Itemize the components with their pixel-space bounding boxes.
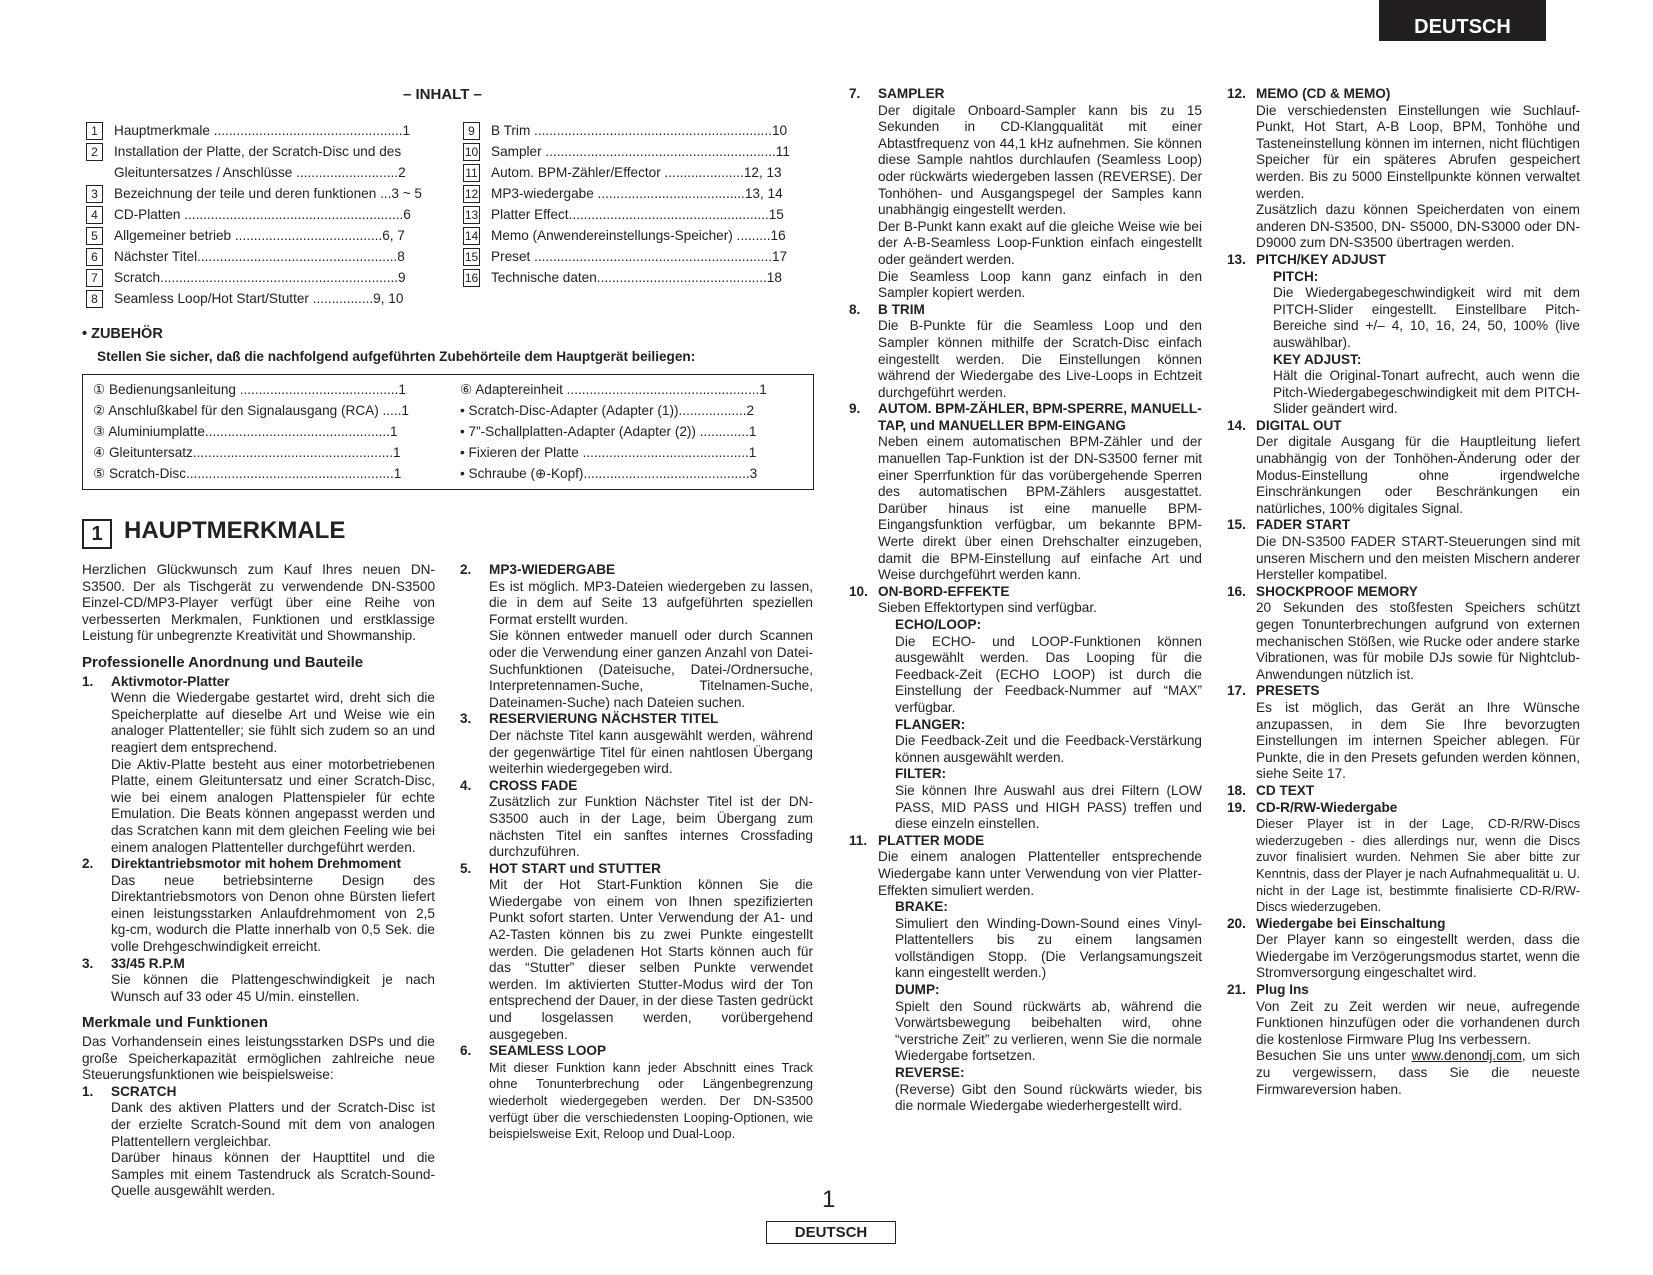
feature-title: B TRIM [878, 301, 925, 317]
feature-title: Aktivmotor-Platter [111, 673, 230, 689]
pitch-label: PITCH: [1273, 268, 1319, 284]
accessory-item: ② Anschlußkabel für den Signalausgang (RCA) .....1 [93, 403, 409, 418]
page-number: 1 [822, 1186, 836, 1213]
feature-item-seamless: 6. SEAMLESS LOOP Mit dieser Funktion kann jeder Abschnitt eines Track ohne Tonunterbrechung oder Längenbegrenzung wiederholt wiedergegeben werden. Der DN-S3500 verfügt über die verschiedensten Looping-Optionen, wie beispielsweise Exit, Reloop und Dual-Loop. [460, 1043, 813, 1142]
feature-item-memo: 12. MEMO (CD & MEMO) Die verschiedensten Einstellungen wie Suchlauf-Punkt, Hot Start, A-B Loop, BPM, Tonhöhe und Tasteneinstellung können im internen, nicht flüchtigen Speicher für ein späteres Abrufen gespeichert werden. Bis zu 5000 Einstellpunkte können verwaltet werden. Zusätzlich dazu können Speicherdaten von einem anderen DN-S3500, DN- S5000, DN-S3000 oder DN-D9000 zum DN-S3500 übertragen werden. [1227, 86, 1580, 251]
feature-title: HOT START und STUTTER [489, 860, 661, 876]
website-link[interactable]: www.denondj.com [1411, 1048, 1522, 1064]
feature-item-btrim: 8. B TRIM Die B-Punkte für die Seamless Loop und den Sampler können mithilfe der Scratch-Disc einfach eingestellt werden. Die Einstellungen können während der Wiedergabe des Live-Loops in Echtzeit durchgeführt werden. [849, 301, 1202, 400]
feature-text: Neben einem automatischen BPM-Zähler und der manuellen Tap-Funktion ist der DN-S3500 ferner mit einer Sperrfunktion für das vorübergehende Sperren des automatischen BPM-Zählers ausgestattet. Darüber hinaus ist eine manuelle BPM-Eingangsfunktion verfügbar, um bekannte BPM-Werte direkt über einen Drehschalter einzugeben, damit die BPM-Einstellung auf einfache Art und Weise durchgeführt werden kann. [878, 434, 1202, 583]
feature-item-fader-start: 15. FADER START Die DN-S3500 FADER START-Steuerungen sind mit unseren Mischern und den meisten Mischern anderer Hersteller kompatibel. [1227, 517, 1580, 583]
accessories-subtitle: Stellen Sie sicher, daß die nachfolgend aufgeführten Zubehörteile dem Hauptgerät beiliegen: [97, 349, 696, 364]
column-3 [849, 86, 1202, 1115]
mode-text: (Reverse) Gibt den Sound rückwärts wieder, bis die normale Wiedergabe wiederhergestellt wird. [895, 1081, 1202, 1114]
feature-title: ON-BORD-EFFEKTE [878, 583, 1010, 599]
feature-item-cd-text: 18. CD TEXT [1227, 783, 1580, 800]
feature-title: RESERVIERUNG NÄCHSTER TITEL [489, 711, 719, 727]
feature-text: Der nächste Titel kann ausgewählt werden, während der gegenwärtige Titel für einen nahtlosen Übergang weiterhin wiedergegeben wird. [489, 727, 813, 777]
toc-entry-label: Installation der Platte, der Scratch-Disc und des [114, 144, 402, 159]
effect-label: ECHO/LOOP: [895, 617, 982, 632]
feature-text: Zusätzlich dazu können Speicherdaten von einem anderen DN-S3500, DN- S5000, DN-S3000 oder DN-D9000 zum DN-S3500 übertragen werden. [1256, 202, 1580, 251]
toc-number-box: 14 [464, 229, 479, 243]
feature-text: Sie können die Plattengeschwindigkeit je nach Wunsch auf 33 oder 45 U/min. einstellen. [111, 972, 435, 1004]
feature-item-crossfade: 4. CROSS FADE Zusätzlich zur Funktion Nächster Titel ist der DN-S3500 auch in der Lage, beim Übergang zum nächsten Titel ein sanftes internes Crossfading durchzuführen. [460, 777, 813, 860]
toc-entry-label: CD-Platten ..........................................................6 [114, 207, 411, 222]
feature-item-cdrw: 19. CD-R/RW-Wiedergabe Dieser Player ist in der Lage, CD-R/RW-Discs wiederzugeben - dies allerdings nur, wenn die Discs zuvor finalisiert wurden. Nehmen Sie aber bitte zur Kenntnis, dass der Player je nach Aufnahmequalität u. U. nicht in der Lage ist, bestimmte finalisierte CD-R/RW-Discs wiederzugeben. [1227, 799, 1580, 915]
accessories-title: • ZUBEHÖR [82, 326, 163, 342]
mode-label: REVERSE: [895, 1065, 965, 1081]
toc-entry [86, 183, 433, 204]
accessory-item: ③ Aluminiumplatte.................................................1 [93, 424, 398, 439]
feature-text: Es ist möglich. MP3-Dateien wiedergeben zu lassen, die in dem auf Seite 13 aufgeführten speziellen Format erstellt wurden. [489, 578, 813, 627]
toc-entry-label: Gleituntersatzes / Anschlüsse ...........................2 [114, 165, 406, 180]
toc-entry [463, 246, 810, 267]
mode-label: BRAKE: [895, 899, 948, 915]
toc-entry [463, 225, 810, 246]
feature-text: Die B-Punkte für die Seamless Loop und den Sampler können mithilfe der Scratch-Disc einfach eingestellt werden. Die Einstellungen können während der Wiedergabe des Live-Loops in Echtzeit durchgeführt werden. [878, 318, 1202, 400]
accessory-item: • Fixieren der Platte ............................................1 [460, 445, 757, 460]
toc-entry-label: Autom. BPM-Zähler/Effector .....................12, 13 [491, 165, 782, 180]
mode-label: DUMP: [895, 982, 940, 998]
feature-text: Sie können entweder manuell oder durch Scannen oder die Verwendung einer ganzen Anzahl von Datei-Suchfunktionen (Dateisuche, Datei-/Ordnersuche, Interpretennamen-Suche, Titelnamen-Suche, Dateinamen-Suche) nach Dateien suchen. [489, 628, 813, 710]
toc-number-box: 8 [86, 290, 103, 308]
features-intro: Das Vorhandensein eines leistungsstarken DSPs und die große Speicherkapazität ermöglichen zahlreiche neue Steuerungsfunktionen wie beispielsweise: [82, 1034, 435, 1083]
feature-text: Mit dieser Funktion kann jeder Abschnitt eines Track ohne Tonunterbrechung oder Längenbegrenzung wiederholt wiedergegeben werden. Der DN-S3500 verfügt über die verschiedensten Looping-Optionen, wie beispielsweise Exit, Reloop und Dual-Loop. [489, 1059, 813, 1142]
feature-text: Die Aktiv-Platte besteht aus einer motorbetriebenen Platte, einem Gleituntersatz und einer Scratch-Disc, wie bei einem analogen Plattenspieler für echte Emulation. Die Beats können angepasst werden und das Scratchen kann mit dem gleichen Feeling wie bei einem analogen Plattenteller durchgeführt werden. [111, 756, 435, 855]
accessories-box [82, 374, 814, 490]
accessory-item: ① Bedienungsanleitung ..........................................1 [93, 382, 406, 397]
toc-entry [463, 162, 810, 183]
toc-entry-label: Memo (Anwendereinstellungs-Speicher) .........16 [491, 228, 786, 243]
feature-text: 20 Sekunden des stoßfesten Speichers schützt gegen Tonunterbrechungen aufgrund von externen mechanischen Stößen, wie Rucke oder andere starke Vibrationen, was für mobile DJs sowie für Nightclub-Anwendungen nützlich ist. [1256, 600, 1580, 682]
key-text: Hält die Original-Tonart aufrecht, auch wenn die Pitch-Wiedergabegeschwindigkeit mit dem PITCH-Slider geändert wird. [1273, 368, 1580, 417]
text-fragment: , um sich zu vergewissern, dass Sie die neueste Firmwareversion haben. [1256, 1048, 1580, 1097]
feature-item-scratch: 1. SCRATCH Dank des aktiven Platters und der Scratch-Disc ist der erzielte Scratch-Sound mit dem von analogen Plattentellern vergleichbar. Darüber hinaus können der Haupttitel und die Samples mit einem Tastendruck als Scratch-Sound-Quelle ausgewählt werden. [82, 1083, 435, 1199]
column-4 [1227, 86, 1580, 1098]
feature-text: Der digitale Onboard-Sampler kann bis zu 15 Sekunden in CD-Klangqualität mit einer Abtastfrequenz von 44,1 kHz aufnehmen. Sie können diese Sample nahtlos durchlaufen (Seamless Loop) oder rückwärts wiedergeben lassen (REVERSE). Der Tonhöhen- und Ausgangspegel der Samples kann unabhängig eingestellt werden. [878, 102, 1202, 218]
accessory-item: ④ Gleituntersatz.....................................................1 [93, 445, 401, 460]
toc-number-box: 9 [463, 122, 480, 140]
toc-number-box: 12 [464, 187, 479, 201]
toc-number-box: 5 [86, 227, 103, 245]
feature-title: CD-R/RW-Wiedergabe [1256, 799, 1398, 815]
feature-item-digital-out: 14. DIGITAL OUT Der digitale Ausgang für die Hauptleitung liefert unabhängig von der Tonhöhen-Änderung oder der Modus-Einstellung ohne irgendwelche Einschränkungen oder Beschränkungen ein natürliches, 100% digitales Signal. [1227, 417, 1580, 516]
toc-title: – INHALT – [403, 86, 482, 103]
subheading-features: Merkmale und Funktionen [82, 1014, 268, 1032]
feature-text: Von Zeit zu Zeit werden wir neue, aufregende Funktionen hinzufügen oder die vorhandenen durch die kostenlose Firmware Plug Ins verbessern. [1256, 998, 1580, 1047]
feature-title: PLATTER MODE [878, 832, 985, 848]
toc-number-box: 3 [86, 185, 103, 203]
feature-item-3: 3. 33/45 R.P.M Sie können die Plattengeschwindigkeit je nach Wunsch auf 33 oder 45 U/min. einstellen. [82, 955, 435, 1004]
feature-text: Die verschiedensten Einstellungen wie Suchlauf-Punkt, Hot Start, A-B Loop, BPM, Tonhöhe und Tasteneinstellung können im internen, nicht flüchtigen Speicher für ein späteres Abrufen gespeichert werden. Bis zu 5000 Einstellpunkte können verwaltet werden. [1256, 102, 1580, 201]
effect-label: FILTER: [895, 766, 947, 782]
toc-entry [86, 162, 433, 183]
feature-text: Das neue betriebsinterne Design des Direktantriebsmotors von Denon ohne Bürsten liefert einen leistungsstarken Anlaufdrehmoment von 2,5 kg-cm, wodurch die Platte innerhalb von 0,5 Sek. die volle Drehgeschwindigkeit erreicht. [111, 872, 435, 955]
feature-text: Zusätzlich zur Funktion Nächster Titel ist der DN-S3500 auch in der Lage, beim Übergang zum nächsten Titel ein sanftes internes Crossfading durchzuführen. [489, 794, 813, 860]
feature-title: PITCH/KEY ADJUST [1256, 251, 1386, 267]
feature-text: Sieben Effektortypen sind verfügbar. [878, 600, 1097, 616]
toc-entry-label: MP3-wiedergabe .......................................13, 14 [491, 186, 783, 201]
feature-title: MP3-WIEDERGABE [489, 562, 616, 577]
feature-text: Darüber hinaus können der Haupttitel und die Samples mit einem Tastendruck als Scratch-Sound-Quelle ausgewählt werden. [111, 1150, 435, 1199]
accessory-item: • 7”-Schallplatten-Adapter (Adapter (2)) .............1 [460, 424, 757, 439]
feature-title: FADER START [1256, 517, 1351, 533]
feature-title: SAMPLER [878, 86, 945, 101]
toc-entry [86, 267, 433, 288]
toc-number-box: 2 [86, 143, 103, 161]
toc-entry-label: Technische daten.............................................18 [491, 270, 782, 285]
feature-title: Plug Ins [1256, 982, 1309, 998]
feature-item-pitch: 13. PITCH/KEY ADJUST PITCH: Die Wiedergabegeschwindigkeit wird mit dem PITCH-Slider eingestellt. Einstellbare Pitch-Bereiche sind +/– 4, 10, 16, 24, 50, 100% (live auswählbar). KEY ADJUST: Hält die Original-Tonart aufrecht, auch wenn die Pitch-Wiedergabegeschwindigkeit mit dem PITCH-Slider geändert wird. [1227, 251, 1580, 417]
mode-text: Spielt den Sound rückwärts ab, während die Vorwärtsbewegung beibehalten wird, ohne “verstriche Zeit” zu verlieren, wenn Sie die normale Wiedergabe fortsetzen. [895, 998, 1202, 1064]
toc-entry [463, 120, 810, 141]
toc-number-box: 16 [464, 271, 479, 285]
toc-right-column [463, 120, 810, 288]
accessory-item: • Schraube (⊕-Kopf)............................................3 [460, 466, 758, 481]
feature-text: Die einem analogen Plattenteller entsprechende Wiedergabe kann unter Verwendung von vier Platter-Effekten simuliert werden. [878, 849, 1202, 898]
toc-entry-label: B Trim ...............................................................10 [491, 123, 788, 138]
column-1 [82, 562, 435, 1200]
toc-entry-label: Seamless Loop/Hot Start/Stutter ................9, 10 [114, 291, 404, 306]
mode-text: Simuliert den Winding-Down-Sound eines Vinyl-Plattentellers bis zu einem langsamen vollständigen Stopp. (Die Verlangsamungszeit kann eingestellt werden.) [895, 915, 1202, 981]
toc-number-box: 13 [464, 208, 479, 222]
feature-text: Die Seamless Loop kann ganz einfach in den Sampler kopiert werden. [878, 268, 1202, 301]
accessory-item: ⑤ Scratch-Disc.......................................................1 [93, 466, 402, 481]
feature-item-platter: 11. PLATTER MODE Die einem analogen Plattenteller entsprechende Wiedergabe kann unter Verwendung von vier Platter-Effekten simuliert werden. BRAKE: Simuliert den Winding-Down-Sound eines Vinyl-Plattentellers bis zu einem langsamen vollständigen Stopp. (Die Verlangsamungszeit kann eingestellt werden.) DUMP: Spielt den Sound rückwärts ab, während die Vorwärtsbewegung beibehalten wird, ohne “verstriche Zeit” zu verlieren, wenn Sie die normale Wiedergabe fortsetzen. REVERSE: (Reverse) Gibt den Sound rückwärts wieder, bis die normale Wiedergabe wiederhergestellt wird. [849, 832, 1202, 1114]
feature-item-sampler: 7. SAMPLER Der digitale Onboard-Sampler kann bis zu 15 Sekunden in CD-Klangqualität mit einer Abtastfrequenz von 44,1 kHz aufnehmen. Sie können diese Sample nahtlos durchlaufen (Seamless Loop) oder rückwärts wiedergeben lassen (REVERSE). Der Tonhöhen- und Ausgangspegel der Samples kann unabhängig eingestellt werden. Der B-Punkt kann exakt auf die gleiche Weise wie bei der A-B-Seamless Loop-Funktion einfach eingestellt oder geändert werden. Die Seamless Loop kann ganz einfach in den Sampler kopiert werden. [849, 86, 1202, 301]
toc-number-box: 15 [464, 250, 479, 264]
feature-item-effects: 10. ON-BORD-EFFEKTE Sieben Effektortypen sind verfügbar. ECHO/LOOP: Die ECHO- und LOOP-Funktionen können ausgewählt werden. Das Looping für die Feedback-Zeit (ECHO LOOP) ist durch die Einstellung der Feedback-Nummer auf “MAX” verfügbar. FLANGER: Die Feedback-Zeit und die Feedback-Verstärkung können ausgewählt werden. FILTER: Sie können Ihre Auswahl aus drei Filtern (LOW PASS, MID PASS und HIGH PASS) treffen und diese einzeln einstellen. [849, 583, 1202, 832]
column-2 [460, 562, 813, 1143]
section-title: HAUPTMERKMALE [124, 517, 346, 544]
feature-item-plugins: 21. Plug Ins Von Zeit zu Zeit werden wir neue, aufregende Funktionen hinzufügen oder die vorhandenen durch die kostenlose Firmware Plug Ins verbessern. Besuchen Sie uns unter www.denondj.com, um sich zu vergewissern, dass Sie die neueste Firmwareversion haben. [1227, 982, 1580, 1097]
feature-title: CROSS FADE [489, 777, 578, 793]
toc-entry [463, 267, 810, 288]
key-label: KEY ADJUST: [1273, 351, 1362, 367]
feature-text: Dieser Player ist in der Lage, CD-R/RW-Discs wiederzugeben - dies allerdings nur, wenn die Discs zuvor finalisiert wurden. Nehmen Sie aber bitte zur Kenntnis, dass der Player je nach Aufnahmequalität u. U. nicht in der Lage ist, bestimmte finalisierte CD-R/RW-Discs wiederzugeben. [1256, 816, 1580, 915]
feature-text [1256, 1048, 1580, 1098]
feature-text: Dank des aktiven Platters und der Scratch-Disc ist der erzielte Scratch-Sound mit dem von analogen Plattentellern vergleichbar. [111, 1100, 435, 1149]
toc-entry [86, 288, 433, 309]
feature-item-reserve: 3. RESERVIERUNG NÄCHSTER TITEL Der nächste Titel kann ausgewählt werden, während der gegenwärtige Titel für einen nahtlosen Übergang weiterhin wiedergegeben wird. [460, 711, 813, 777]
accessory-item: ⑥ Adaptereinheit ...................................................1 [460, 382, 767, 397]
toc-entry [86, 246, 433, 267]
feature-text: Die DN-S3500 FADER START-Steuerungen sind mit unseren Mischern und den meisten Mischern anderer Hersteller kompatibel. [1256, 534, 1580, 583]
feature-item-1: 1. Aktivmotor-Platter Wenn die Wiedergabe gestartet wird, dreht sich die Speicherplatte auf dieselbe Art und Weise wie ein analoger Plattenteller; sie fühlt sich zudem so an und reagiert dem entsprechend. Die Aktiv-Platte besteht aus einer motorbetriebenen Platte, einem Gleituntersatz und einer Scratch-Disc, wie bei einem analogen Plattenspieler für echte Emulation. Die Beats können angepasst werden und das Scratchen kann mit dem gleichen Feeling wie bei einem analogen Plattenteller durchgeführt werden. [82, 673, 435, 855]
toc-entry-label: Allgemeiner betrieb .......................................6, 7 [114, 228, 405, 243]
toc-entry [86, 141, 433, 162]
feature-item-hotstart: 5. HOT START und STUTTER Mit der Hot Start-Funktion können Sie die Wiedergabe von einem von Ihnen spezifizierten Punkt sofort starten. Unter Verwendung der A1- und A2-Tasten können bis zu zwei Punkte eingestellt werden. Die geladenen Hot Starts können auch für das “Stutter” dieser selben Punkte verwendet werden. Im aktivierten Stutter-Modus wird der Ton entsprechend der Dauer, in der diese Tasten gedrückt und losgelassen werden, vorübergehend ausgegeben. [460, 860, 813, 1042]
effect-text: Die Feedback-Zeit und die Feedback-Verstärkung können ausgewählt werden. [895, 733, 1202, 765]
feature-text: Mit der Hot Start-Funktion können Sie die Wiedergabe von einem von Ihnen spezifizierten Punkt sofort starten. Unter Verwendung der A1- und A2-Tasten können bis zu zwei Punkte eingestellt werden. Die geladenen Hot Starts können auch für das “Stutter” dieser selben Punkte verwendet werden. Im aktivierten Stutter-Modus wird der Ton entsprechend der Dauer, in der diese Tasten gedrückt und losgelassen werden, vorübergehend ausgegeben. [489, 877, 813, 1042]
effect-text: Die ECHO- und LOOP-Funktionen können ausgewählt werden. Das Looping für die Feedback-Zeit (ECHO LOOP) ist durch die Einstellung der Feedback-Nummer auf “MAX” verfügbar. [895, 633, 1202, 715]
feature-item-mp3: 2. MP3-WIEDERGABE Es ist möglich. MP3-Dateien wiedergeben zu lassen, die in dem auf Seite 13 aufgeführten speziellen Format erstellt wurden. Sie können entweder manuell oder durch Scannen oder die Verwendung einer ganzen Anzahl von Datei-Suchfunktionen (Dateisuche, Datei-/Ordnersuche, Interpretennamen-Suche, Titelnamen-Suche, Dateinamen-Suche) nach Dateien suchen. [460, 562, 813, 710]
toc-entry-label: Preset ...............................................................17 [491, 249, 788, 264]
toc-entry-label: Bezeichnung der teile und deren funktionen ...3 ~ 5 [114, 186, 422, 201]
accessory-item: • Scratch-Disc-Adapter (Adapter (1))..................2 [460, 403, 755, 418]
section-number-box: 1 [82, 519, 112, 549]
toc-left-column [86, 120, 433, 309]
toc-entry [463, 183, 810, 204]
feature-text: Der B-Punkt kann exakt auf die gleiche Weise wie bei der A-B-Seamless Loop-Funktion einfach eingestellt oder geändert werden. [878, 218, 1202, 267]
toc-number-box: 4 [86, 206, 103, 224]
toc-entry-label: Sampler .............................................................11 [491, 144, 790, 159]
feature-title: Wiedergabe bei Einschaltung [1256, 915, 1446, 931]
footer-language-label: DEUTSCH [766, 1221, 896, 1244]
toc-entry-label: Scratch...............................................................9 [114, 270, 406, 285]
toc-entry-label: Platter Effect.....................................................15 [491, 207, 784, 222]
feature-title: MEMO (CD & MEMO) [1256, 86, 1391, 101]
accessories-left-column [93, 379, 433, 484]
toc-entry-label: Hauptmerkmale ..................................................1 [114, 123, 411, 138]
effect-label: FLANGER: [895, 716, 966, 732]
toc-entry [463, 141, 810, 162]
toc-number-box: 1 [86, 122, 103, 140]
feature-title: PRESETS [1256, 683, 1320, 699]
feature-text: Es ist möglich, das Gerät an Ihre Wünsche anzupassen, in dem Sie Ihre bevorzugten Einstellungen im internen Speicher ablegen. Für Punkte, die in den Presets gefunden werden können, siehe Seite 17. [1256, 699, 1580, 782]
toc-number-box: 6 [86, 248, 103, 266]
toc-entry [86, 120, 433, 141]
accessories-right-column [460, 379, 805, 484]
feature-text: Wenn die Wiedergabe gestartet wird, dreht sich die Speicherplatte auf dieselbe Art und Weise wie ein analoger Plattenteller; sie fühlt sich zudem so an und reagiert dem entsprechend. [111, 690, 435, 755]
toc-entry [463, 204, 810, 225]
feature-text: Der Player kann so eingestellt werden, dass die Wiedergabe im Verzögerungsmodus startet, wenn die Stromversorgung eingeschaltet wird. [1256, 932, 1580, 981]
feature-title: Direktantriebsmotor mit hohem Drehmoment [111, 856, 402, 872]
language-tab: DEUTSCH [1379, 0, 1546, 41]
feature-title: SHOCKPROOF MEMORY [1256, 583, 1418, 599]
toc-entry [86, 225, 433, 246]
feature-title: AUTOM. BPM-ZÄHLER, BPM-SPERRE, MANUELL-TAP, und MANUELLER BPM-EINGANG [878, 401, 1202, 433]
intro-paragraph: Herzlichen Glückwunsch zum Kauf Ihres neuen DN-S3500. Der als Tischgerät zu verwendende DN-S3500 Einzel-CD/MP3-Player verfügt über eine Reihe von verbesserten Merkmalen, Funktionen und erstklassige Leistung für unbegrenzte Kreativität und Showmanship. [82, 562, 435, 644]
feature-item-power-on-play: 20. Wiedergabe bei Einschaltung Der Player kann so eingestellt werden, dass die Wiedergabe im Verzögerungsmodus startet, wenn die Stromversorgung eingeschaltet wird. [1227, 915, 1580, 981]
toc-number-box: 7 [86, 269, 103, 287]
toc-entry [86, 204, 433, 225]
feature-title: CD TEXT [1256, 782, 1315, 798]
feature-item-bpm: 9. AUTOM. BPM-ZÄHLER, BPM-SPERRE, MANUELL-TAP, und MANUELLER BPM-EINGANG Neben einem automatischen BPM-Zähler und der manuellen Tap-Funktion ist der DN-S3500 ferner mit einer Sperrfunktion für das vorübergehende Sperren des automatischen BPM-Zählers ausgestattet. Darüber hinaus ist eine manuelle BPM-Eingangsfunktion verfügbar, um bekannte BPM-Werte direkt über einen Drehschalter einzugeben, damit die BPM-Einstellung auf einfache Art und Weise durchgeführt werden kann. [849, 401, 1202, 583]
feature-title: SEAMLESS LOOP [489, 1043, 607, 1059]
feature-title: SCRATCH [111, 1083, 177, 1099]
feature-item-presets: 17. PRESETS Es ist möglich, das Gerät an Ihre Wünsche anzupassen, in dem Sie Ihre bevorzugten Einstellungen im internen Speicher ablegen. Für Punkte, die in den Presets gefunden werden können, siehe Seite 17. [1227, 683, 1580, 782]
feature-text: Der digitale Ausgang für die Hauptleitung liefert unabhängig von der Tonhöhen-Änderung oder der Modus-Einstellung ohne irgendwelche Einschränkungen oder Beschränkungen ein natürliches, 100% digitales Signal. [1256, 434, 1580, 516]
subheading-professional: Professionelle Anordnung und Bauteile [82, 653, 364, 671]
feature-item-shockproof: 16. SHOCKPROOF MEMORY 20 Sekunden des stoßfesten Speichers schützt gegen Tonunterbrechungen aufgrund von externen mechanischen Stößen, wie Rucke oder andere starke Vibrationen, was für mobile DJs sowie für Nightclub-Anwendungen nützlich ist. [1227, 583, 1580, 682]
pitch-text: Die Wiedergabegeschwindigkeit wird mit dem PITCH-Slider eingestellt. Einstellbare Pitch-Bereiche sind +/– 4, 10, 16, 24, 50, 100% (live auswählbar). [1273, 285, 1580, 350]
toc-number-box: 10 [464, 145, 479, 159]
toc-number-box: 11 [463, 164, 480, 182]
effect-text: Sie können Ihre Auswahl aus drei Filtern (LOW PASS, MID PASS und HIGH PASS) treffen und diese einzeln einstellen. [895, 782, 1202, 832]
feature-title: DIGITAL OUT [1256, 417, 1342, 433]
feature-title: 33/45 R.P.M [111, 955, 185, 971]
text-fragment: Besuchen Sie uns unter [1256, 1048, 1412, 1064]
toc-entry-label: Nächster Titel.....................................................8 [114, 249, 405, 264]
feature-item-2: 2. Direktantriebsmotor mit hohem Drehmoment Das neue betriebsinterne Design des Direktantriebsmotors von Denon ohne Bürsten liefert einen leistungsstarken Anlaufdrehmoment von 2,5 kg-cm, wodurch die Platte innerhalb von 0,5 Sek. die volle Drehgeschwindigkeit erreicht. [82, 856, 435, 955]
